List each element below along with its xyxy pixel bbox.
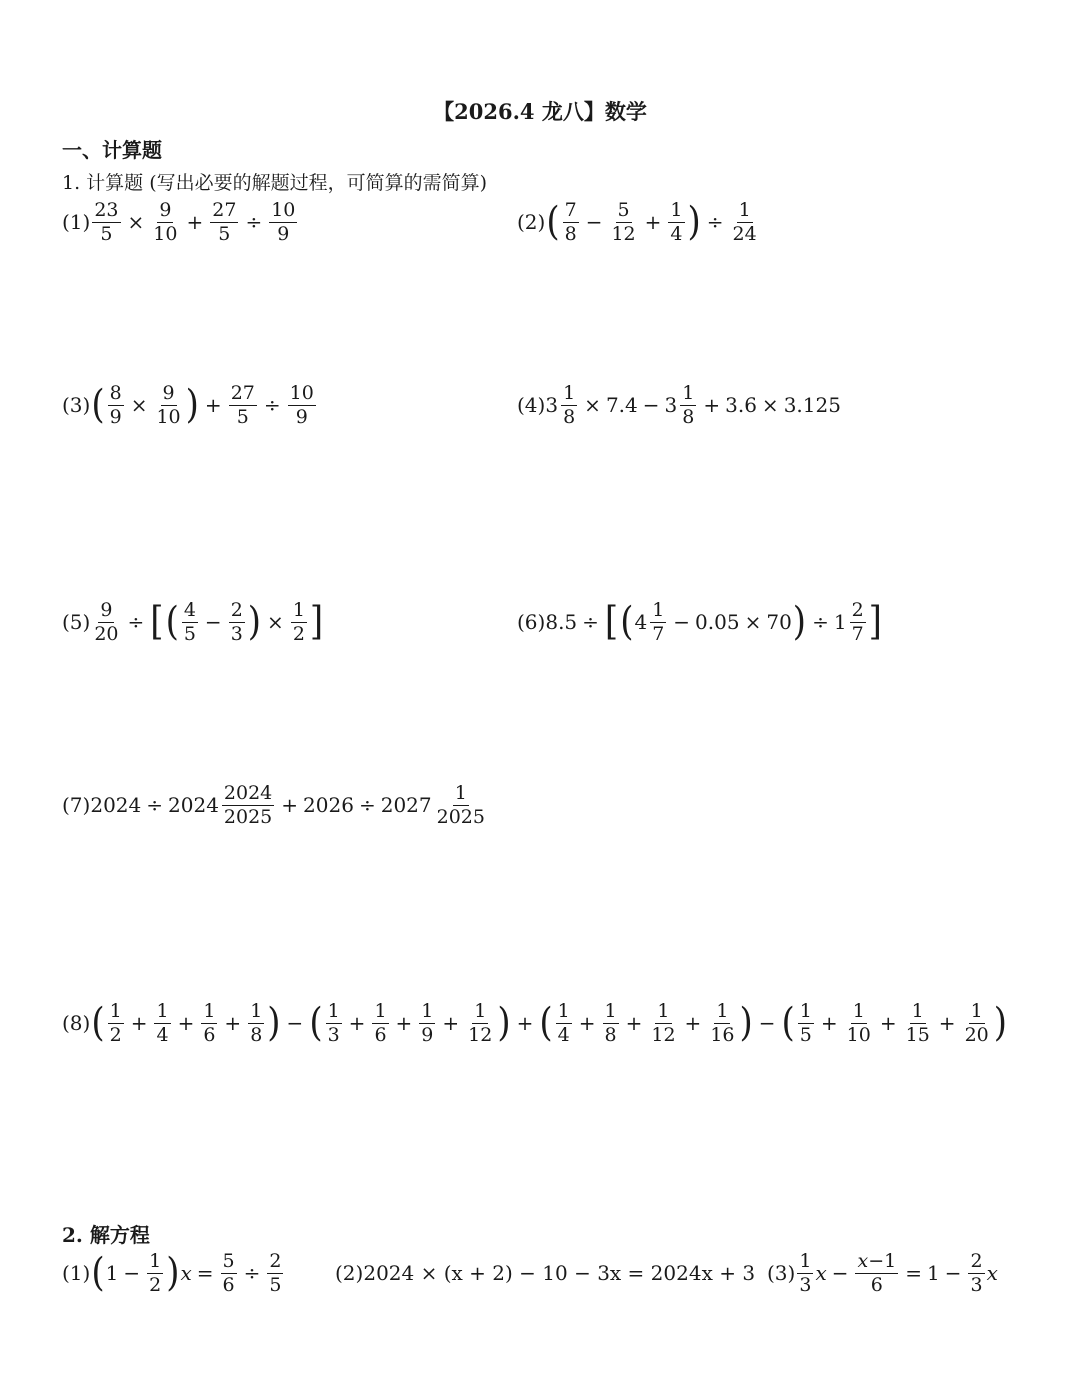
problem-label: (8) xyxy=(62,1011,91,1035)
equation-3: (3) 1 3 x − $\frac{x-1}{6}$ = 1 − $\frac{2}{3}$ x xyxy=(767,1249,998,1296)
problem-label: (1) xyxy=(62,1261,91,1285)
calc-problem-7: (7) 2024 ÷ 2024 2024 2025 + 2026 ÷ 2027 1 2025 xyxy=(62,781,485,828)
problem-label: (4) xyxy=(517,393,546,417)
problem-label: (5) xyxy=(62,610,91,634)
problem-label: (2) xyxy=(517,210,546,234)
problem-label: (3) xyxy=(767,1261,796,1285)
problem-label: (6) xyxy=(517,610,546,634)
equation-1: (1) ( 1 − $\frac{1}{2}$ ) x = $\frac{5}{6}$ ÷ $\frac{2}{5}$ xyxy=(62,1249,282,1296)
calc-problem-8: (8) ( 1 2 + $\frac{1}{4}$ + $\frac{1}{6}$ + $\frac{1}{8}$ ) − ( 1 3 + $\frac{1}{6}$ + $\frac{1}{9}$ + $\frac{1}{12}$ ) + ( 1 4 + $\frac{1}{8}$ + $\frac{1}{12}$ + $\frac{1}{16}$ ) − ( 1 5 + $\frac{1}{10}$ + $\frac{1}{15}$ + $\frac{1}{20}$ ) xyxy=(62,999,1008,1046)
problem-label: (7) xyxy=(62,793,91,817)
calc-problem-4: (4) 3 $\frac{1}{8}$ × 7.4 − 3 1 8 + 3.6 × 3.125 xyxy=(517,381,841,428)
calc-problem-2: (2) ( 7 8 − $\frac{5}{12}$ + $\frac{1}{4}$ ) ÷ $\frac{1}{24}$ xyxy=(517,198,757,245)
problem-label: (3) xyxy=(62,393,91,417)
section-heading-calc: 一、计算题 xyxy=(62,138,162,162)
equation-2 xyxy=(335,1243,755,1303)
calc-problem-3: (3) ( $\frac{8}{9}$ × $\frac{9}{10}$ ) + $\frac{27}{5}$ ÷ $\frac{10}{9}$ xyxy=(62,381,314,428)
calc-problem-5: (5) $\frac{9}{20}$ ÷ [ ( 4 5 − $\frac{2}{3}$ ) × $\frac{1}{2}$ ] xyxy=(62,598,324,645)
calc-problem-1: (1) $\frac{23}{5}$ × $\frac{9}{10}$ + $\frac{27}{5}$ ÷ $\frac{10}{9}$ xyxy=(62,198,296,245)
equation-2-text: 2024 × (x + 2) − 10 − 3x = 2024x + 3 xyxy=(363,1261,756,1285)
section-heading-equations: 2. 解方程 xyxy=(62,1223,150,1247)
problem-label: (1) xyxy=(62,210,91,234)
problem-label: (2) xyxy=(335,1261,364,1285)
calc-instructions: 1. 计算题 (写出必要的解题过程，可简算的需简算) xyxy=(62,172,488,194)
page-title: 【2026.4 龙八】数学 xyxy=(433,99,647,124)
calc-problem-6: (6) 8.5 ÷ [ ( 4 1 7 − 0.05 × 70 ) ÷ 1 2 7 ] xyxy=(517,598,882,645)
